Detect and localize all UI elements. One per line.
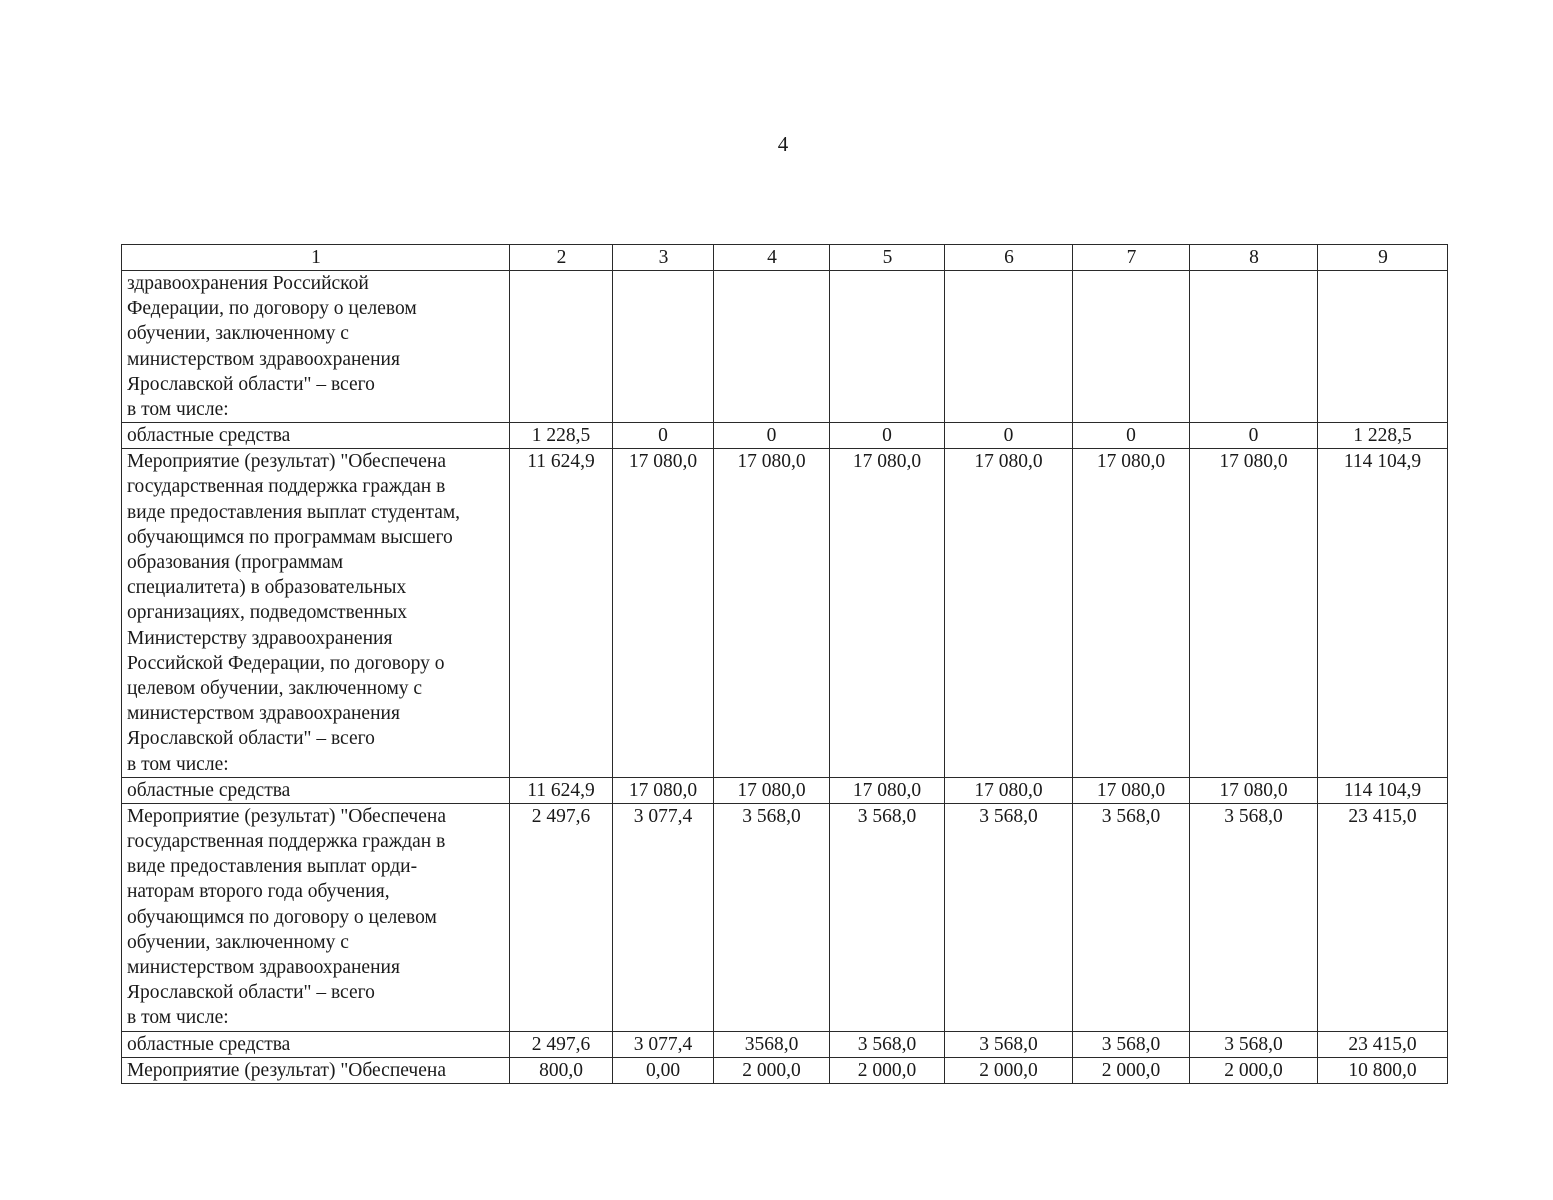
value-cell: 17 080,0 (613, 449, 714, 778)
value-cell: 1 228,5 (510, 423, 613, 449)
value-cell: 800,0 (510, 1057, 613, 1083)
value-cell (1318, 271, 1448, 423)
value-cell: 3 568,0 (1073, 803, 1190, 1031)
value-cell (510, 271, 613, 423)
table-row (122, 271, 1448, 423)
value-cell: 17 080,0 (714, 777, 830, 803)
description-line: в том числе: (127, 753, 229, 775)
page-number: 4 (777, 132, 789, 156)
activity-description-cell (122, 1057, 510, 1083)
value-cell: 10 800,0 (1318, 1057, 1448, 1083)
value-cell: 2 000,0 (1073, 1057, 1190, 1083)
value-cell: 114 104,9 (1318, 777, 1448, 803)
column-number-row (122, 245, 1448, 271)
description-line: здравоохранения Российской (127, 273, 369, 294)
value-cell: 3 568,0 (830, 803, 945, 1031)
activity-description-cell (122, 803, 510, 1031)
value-cell: 2 000,0 (714, 1057, 830, 1083)
value-cell: 2 000,0 (1190, 1057, 1318, 1083)
value-cell (613, 271, 714, 423)
funding-source-cell (122, 423, 510, 449)
description-line: министерством здравоохранения (127, 957, 400, 979)
value-cell: 0,00 (613, 1057, 714, 1083)
value-cell: 3 568,0 (945, 803, 1073, 1031)
value-cell: 17 080,0 (714, 449, 830, 778)
value-cell: 2 497,6 (510, 803, 613, 1031)
description-line: областные средства (127, 425, 291, 447)
value-cell: 0 (1190, 423, 1318, 449)
description-line: организациях, подведомственных (127, 602, 408, 624)
value-cell: 17 080,0 (945, 449, 1073, 778)
description-line: обучении, заключенному с (127, 931, 349, 953)
table-row (122, 777, 1448, 803)
value-cell: 0 (1073, 423, 1190, 449)
value-cell: 3 568,0 (945, 1031, 1073, 1057)
value-cell: 3 568,0 (714, 803, 830, 1031)
value-cell: 17 080,0 (1190, 449, 1318, 778)
description-line: в том числе: (127, 1007, 229, 1029)
budget-table (121, 244, 1448, 1084)
description-line: министерством здравоохранения (127, 703, 400, 725)
value-cell: 17 080,0 (613, 777, 714, 803)
column-header: 8 (1190, 245, 1318, 271)
value-cell: 0 (714, 423, 830, 449)
value-cell: 23 415,0 (1318, 1031, 1448, 1057)
column-header: 6 (945, 245, 1073, 271)
activity-description-cell (122, 271, 510, 423)
description-line: Мероприятие (результат) "Обеспечена (127, 1059, 446, 1081)
value-cell: 0 (613, 423, 714, 449)
value-cell: 3 568,0 (1073, 1031, 1190, 1057)
value-cell: 17 080,0 (830, 449, 945, 778)
value-cell (714, 271, 830, 423)
description-line: государственная поддержка граждан в (127, 476, 446, 498)
description-line: обучении, заключенному с (127, 323, 349, 345)
table-row (122, 803, 1448, 1031)
value-cell: 17 080,0 (1073, 449, 1190, 778)
description-line: государственная поддержка граждан в (127, 831, 446, 853)
value-cell: 3 077,4 (613, 1031, 714, 1057)
column-header: 2 (510, 245, 613, 271)
description-line: образования (программам (127, 552, 344, 574)
table-row (122, 1031, 1448, 1057)
column-header: 1 (122, 245, 510, 271)
description-line: целевом обучении, заключенному с (127, 678, 423, 700)
value-cell: 0 (945, 423, 1073, 449)
value-cell: 3568,0 (714, 1031, 830, 1057)
table-row (122, 1057, 1448, 1083)
column-header: 4 (714, 245, 830, 271)
value-cell: 11 624,9 (510, 449, 613, 778)
value-cell: 17 080,0 (1073, 777, 1190, 803)
value-cell (1073, 271, 1190, 423)
description-line: областные средства (127, 779, 291, 801)
description-line: в том числе: (127, 399, 229, 421)
description-line: Ярославской области" – всего (127, 373, 375, 395)
description-line: Министерству здравоохранения (127, 627, 393, 649)
description-line: Федерации, по договору о целевом (127, 298, 417, 320)
description-line: виде предоставления выплат студентам, (127, 501, 461, 523)
description-line: обучающимся по программам высшего (127, 526, 453, 548)
column-header: 3 (613, 245, 714, 271)
description-line: виде предоставления выплат орди- (127, 856, 418, 878)
value-cell: 3 568,0 (1190, 1031, 1318, 1057)
value-cell: 3 077,4 (613, 803, 714, 1031)
value-cell: 3 568,0 (1190, 803, 1318, 1031)
activity-description-cell (122, 449, 510, 778)
value-cell: 3 568,0 (830, 1031, 945, 1057)
value-cell: 114 104,9 (1318, 449, 1448, 778)
value-cell: 1 228,5 (1318, 423, 1448, 449)
description-line: Российской Федерации, по договору о (127, 652, 445, 674)
value-cell: 11 624,9 (510, 777, 613, 803)
value-cell: 0 (830, 423, 945, 449)
funding-source-cell (122, 1031, 510, 1057)
value-cell: 17 080,0 (830, 777, 945, 803)
description-line: Мероприятие (результат) "Обеспечена (127, 805, 446, 827)
value-cell (1190, 271, 1318, 423)
column-header: 9 (1318, 245, 1448, 271)
description-line: Мероприятие (результат) "Обеспечена (127, 451, 446, 473)
description-line: Ярославской области" – всего (127, 728, 375, 750)
column-header: 5 (830, 245, 945, 271)
value-cell (945, 271, 1073, 423)
table-row (122, 449, 1448, 778)
description-line: областные средства (127, 1033, 291, 1055)
description-line: министерством здравоохранения (127, 348, 400, 370)
funding-source-cell (122, 777, 510, 803)
table-row (122, 423, 1448, 449)
description-line: наторам второго года обучения, (127, 881, 390, 903)
column-header: 7 (1073, 245, 1190, 271)
value-cell: 2 497,6 (510, 1031, 613, 1057)
description-line: Ярославской области" – всего (127, 982, 375, 1004)
description-line: специалитета) в образовательных (127, 577, 407, 599)
value-cell (830, 271, 945, 423)
value-cell: 17 080,0 (945, 777, 1073, 803)
description-line: обучающимся по договору о целевом (127, 906, 437, 928)
value-cell: 2 000,0 (830, 1057, 945, 1083)
value-cell: 23 415,0 (1318, 803, 1448, 1031)
value-cell: 2 000,0 (945, 1057, 1073, 1083)
value-cell: 17 080,0 (1190, 777, 1318, 803)
